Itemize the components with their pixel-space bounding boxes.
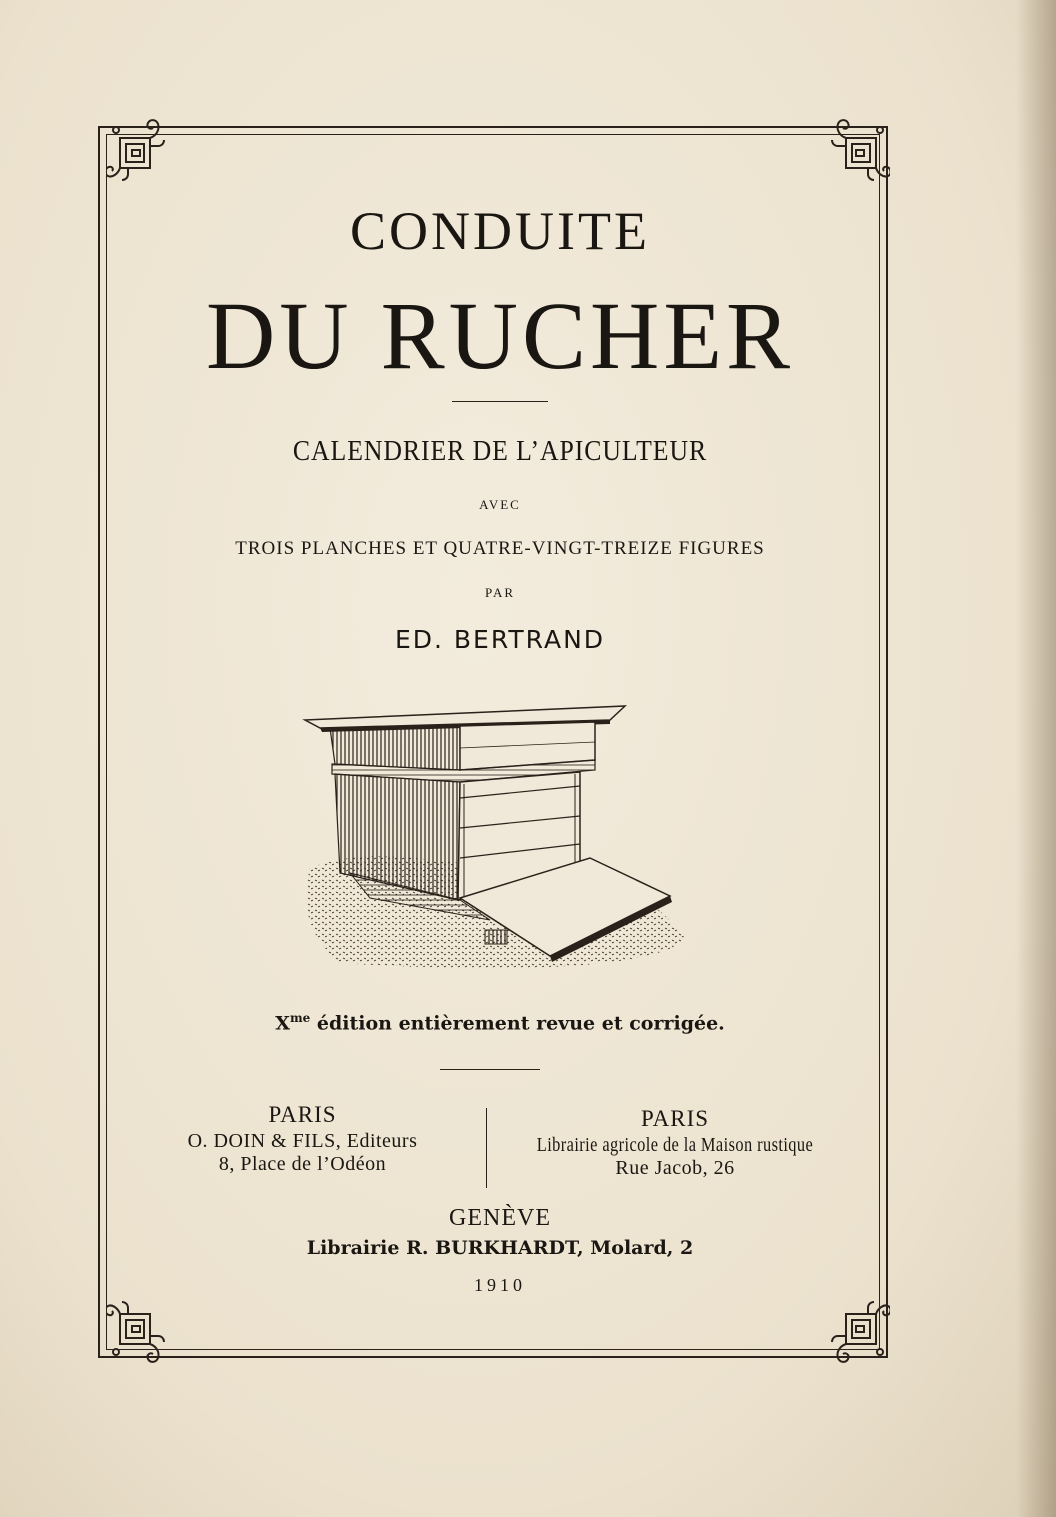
- corner-ornament-bottom-left: [106, 1300, 172, 1366]
- contents-line: TROIS PLANCHES ET QUATRE-VINGT-TREIZE FIGURES: [235, 538, 765, 559]
- corner-ornament-top-right: [824, 116, 890, 182]
- title-line-1: CONDUITE: [350, 201, 650, 261]
- publisher-left-address: 8, Place de l’Odéon: [218, 1153, 387, 1175]
- publication-year: 1910: [474, 1275, 526, 1295]
- corner-ornament-bottom-right: [824, 1300, 890, 1366]
- geneva-city: GENÈVE: [449, 1205, 551, 1231]
- publisher-right-name: Librairie agricole de la Maison rustique: [536, 1134, 814, 1156]
- publisher-left-city: PARIS: [268, 1102, 337, 1127]
- publisher-right-address: Rue Jacob, 26: [615, 1157, 735, 1179]
- edition-suffix: me: [289, 1011, 311, 1025]
- edition-numeral: X: [275, 1012, 290, 1035]
- geneva-publisher: Librairie R. BURKHARDT, Molard, 2: [306, 1237, 694, 1259]
- publisher-divider: [486, 1108, 487, 1188]
- publisher-right: [490, 1106, 860, 1180]
- avec-label: AVEC: [479, 497, 521, 512]
- edition-line: [0, 1011, 1000, 1034]
- title-line-2: DU RUCHER: [205, 282, 795, 389]
- subtitle: CALENDRIER DE L’APICULTEUR: [292, 436, 708, 467]
- corner-ornament-top-left: [106, 116, 172, 182]
- divider-rule-2: [440, 1069, 540, 1070]
- edition-text: édition entièrement revue et corrigée.: [310, 1012, 725, 1035]
- beehive-illustration: [300, 698, 690, 978]
- publisher-right-city: PARIS: [640, 1106, 710, 1131]
- publisher-left: [130, 1102, 475, 1176]
- publisher-left-name: O. DOIN & FILS, Editeurs: [187, 1130, 418, 1152]
- page-edge-shadow: [1016, 0, 1056, 1517]
- par-label: PAR: [484, 585, 516, 600]
- author-name: ED. BERTRAND: [394, 625, 606, 654]
- divider-rule: [452, 401, 548, 402]
